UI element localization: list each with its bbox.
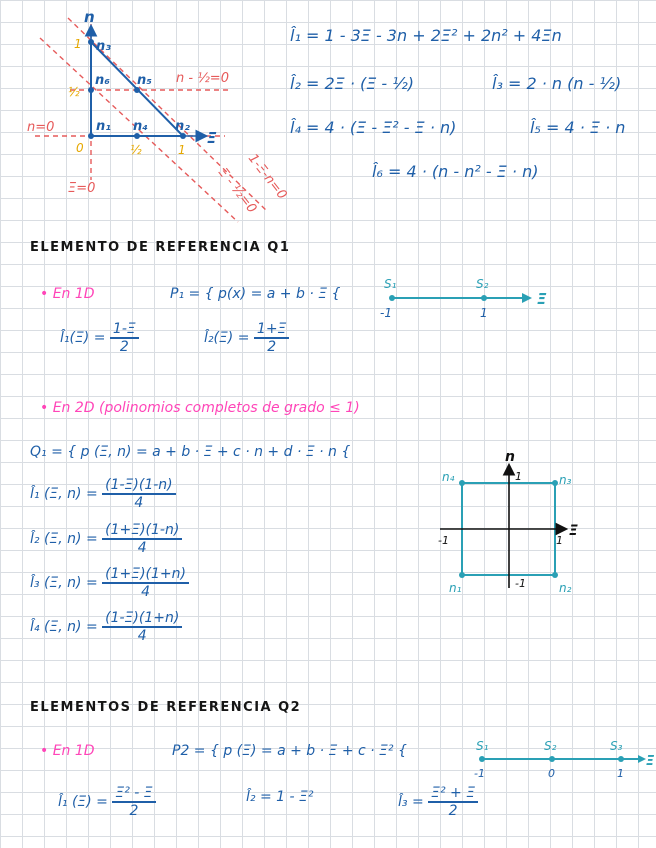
q1-1d-axis-label: Ξ bbox=[537, 290, 547, 308]
line-xi-zero-label: Ξ=0 bbox=[68, 181, 96, 196]
q1-2d-row-den: 4 bbox=[141, 584, 151, 600]
q1-1d-l1-num: 1-Ξ bbox=[110, 322, 139, 339]
q2-l3-den: 2 bbox=[448, 803, 458, 819]
square-axis-eta-label: n bbox=[505, 449, 515, 465]
q1-2d-row-lhs: l̂₁ (Ξ, n) = bbox=[30, 486, 98, 502]
formula-l4: l̂₄ = 4 · (Ξ - Ξ² - Ξ · n) bbox=[290, 118, 457, 137]
q2-axis-label: Ξ bbox=[646, 754, 655, 769]
square-node-n2-label: n₂ bbox=[559, 581, 572, 595]
q1-2d-row-l2 bbox=[30, 523, 182, 555]
square-tick-left: -1 bbox=[438, 534, 449, 547]
q1-1d-arrowhead bbox=[522, 293, 532, 303]
q2-tick-2: 0 bbox=[548, 767, 555, 780]
q1-space: Q₁ = { p (Ξ, n) = a + b · Ξ + c · n + d · Ξ · n { bbox=[30, 444, 351, 460]
square-node-n2-point bbox=[552, 572, 558, 578]
q1-1d-l1-den: 2 bbox=[119, 339, 129, 355]
q1-2d-row-l3 bbox=[30, 567, 189, 599]
q1-1d-line-diagram bbox=[370, 270, 560, 330]
square-axis-xi-label: Ξ bbox=[569, 523, 578, 539]
bullet-1d-q1: • En 1D bbox=[40, 286, 95, 302]
node-n1-point bbox=[88, 133, 94, 139]
p1-space: P₁ = { p(x) = a + b · Ξ { bbox=[170, 286, 341, 302]
node-n6-point bbox=[88, 87, 94, 93]
q2-l3-fraction bbox=[428, 786, 478, 818]
p2-space: P2 = { p (Ξ) = a + b · Ξ + c · Ξ² { bbox=[172, 743, 407, 759]
axis-xi-label: Ξ bbox=[207, 129, 217, 147]
line-eta-half-label: n - ½=0 bbox=[176, 71, 229, 86]
node-n6-label: n₆ bbox=[95, 73, 110, 88]
q2-l1-num: Ξ² - Ξ bbox=[112, 786, 155, 803]
q1-square-diagram bbox=[425, 448, 595, 598]
q2-l3-num: Ξ² + Ξ bbox=[428, 786, 478, 803]
q1-1d-s1-label: S₁ bbox=[384, 277, 397, 291]
q2-s2-label: S₂ bbox=[544, 739, 557, 753]
square-node-n4-point bbox=[459, 480, 465, 486]
line-hyp-label: 1-Ξ-n=0 bbox=[244, 151, 290, 203]
node-n4-label: n₄ bbox=[133, 119, 148, 134]
formula-l1: l̂₁ = 1 - 3Ξ - 3n + 2Ξ² + 2n² + 4Ξn bbox=[290, 26, 562, 45]
axis-eta-label: n bbox=[84, 8, 95, 26]
q1-2d-row-fraction bbox=[102, 611, 182, 643]
square-tick-bottom: -1 bbox=[515, 577, 526, 590]
q2-1d-line-diagram bbox=[466, 735, 656, 781]
q1-1d-l1-lhs: l̂₁(Ξ) = bbox=[60, 330, 106, 346]
line-xi-half-label: Ξ - ½=0 bbox=[214, 165, 260, 217]
square-node-n1-point bbox=[459, 572, 465, 578]
q2-node-s2 bbox=[549, 756, 555, 762]
q1-1d-tick-left: -1 bbox=[380, 306, 392, 320]
q1-2d-row-fraction bbox=[102, 567, 189, 599]
q1-2d-row-den: 4 bbox=[134, 495, 144, 511]
square-node-n4-label: n₄ bbox=[442, 470, 455, 484]
q1-1d-l2-den: 2 bbox=[267, 339, 277, 355]
formula-l2: l̂₂ = 2Ξ · (Ξ - ½) bbox=[290, 74, 415, 93]
tick-y-half: ½ bbox=[68, 85, 80, 99]
section-q1-heading: ELEMENTO DE REFERENCIA Q1 bbox=[30, 240, 291, 255]
tick-x-1: 1 bbox=[178, 143, 186, 157]
square-tick-top: 1 bbox=[515, 470, 522, 483]
q1-2d-row-num: (1-Ξ)(1-n) bbox=[102, 478, 175, 495]
q2-l1 bbox=[58, 786, 156, 818]
node-n3-point bbox=[88, 39, 94, 45]
line-eta-zero-label: n=0 bbox=[27, 120, 55, 135]
q1-2d-row-lhs: l̂₄ (Ξ, n) = bbox=[30, 619, 98, 635]
q1-1d-l2-num: 1+Ξ bbox=[254, 322, 289, 339]
formula-l6: l̂₆ = 4 · (n - n² - Ξ · n) bbox=[372, 162, 539, 181]
q1-1d-node-s2 bbox=[481, 295, 487, 301]
square-node-n1-label: n₁ bbox=[449, 581, 462, 595]
q2-node-s3 bbox=[618, 756, 624, 762]
tick-origin: 0 bbox=[76, 141, 84, 155]
q2-l1-fraction bbox=[112, 786, 155, 818]
q1-2d-row-den: 4 bbox=[137, 540, 147, 556]
q1-2d-row-num: (1-Ξ)(1+n) bbox=[102, 611, 182, 628]
q1-1d-l1-fraction bbox=[110, 322, 139, 354]
q1-1d-s2-label: S₂ bbox=[476, 277, 489, 291]
q1-2d-row-num: (1+Ξ)(1-n) bbox=[102, 523, 182, 540]
q2-l1-den: 2 bbox=[129, 803, 139, 819]
q1-2d-row-den: 4 bbox=[137, 628, 147, 644]
tick-x-half: ½ bbox=[130, 143, 142, 157]
q1-1d-l2-fraction bbox=[254, 322, 289, 354]
triangle-reference-diagram bbox=[0, 0, 290, 235]
q2-s3-label: S₃ bbox=[610, 739, 623, 753]
node-n5-label: n₅ bbox=[137, 73, 152, 88]
formula-l5: l̂₅ = 4 · Ξ · n bbox=[530, 118, 626, 137]
square-tick-right: 1 bbox=[556, 534, 563, 547]
node-n3-label: n₃ bbox=[96, 39, 111, 54]
bullet-1d-q2: • En 1D bbox=[40, 743, 95, 759]
q1-2d-row-lhs: l̂₂ (Ξ, n) = bbox=[30, 531, 98, 547]
q2-l3-lhs: l̂₃ = bbox=[398, 794, 424, 810]
tick-y-1: 1 bbox=[74, 37, 82, 51]
q1-2d-row-l4 bbox=[30, 611, 182, 643]
q1-1d-tick-right: 1 bbox=[480, 306, 488, 320]
q1-1d-l1 bbox=[60, 322, 139, 354]
square-node-n3-point bbox=[552, 480, 558, 486]
q1-2d-row-l1 bbox=[30, 478, 176, 510]
section-q2-heading: ELEMENTOS DE REFERENCIA Q2 bbox=[30, 700, 302, 715]
q2-tick-1: -1 bbox=[474, 767, 485, 780]
q1-1d-l2 bbox=[204, 322, 289, 354]
node-n2-label: n₂ bbox=[175, 119, 190, 134]
q2-l1-lhs: l̂₁ (Ξ) = bbox=[58, 794, 108, 810]
q2-s1-label: S₁ bbox=[476, 739, 489, 753]
node-n1-label: n₁ bbox=[96, 119, 111, 134]
q1-1d-node-s1 bbox=[389, 295, 395, 301]
bullet-2d-q1: • En 2D (polinomios completos de grado ≤ 1) bbox=[40, 400, 360, 416]
q1-1d-l2-lhs: l̂₂(Ξ) = bbox=[204, 330, 250, 346]
q1-2d-row-num: (1+Ξ)(1+n) bbox=[102, 567, 189, 584]
q1-2d-row-fraction bbox=[102, 478, 175, 510]
q2-l2: l̂₂ = 1 - Ξ² bbox=[246, 789, 314, 805]
q1-2d-row-fraction bbox=[102, 523, 182, 555]
q2-arrowhead bbox=[638, 755, 646, 763]
q2-l3 bbox=[398, 786, 478, 818]
q2-tick-3: 1 bbox=[617, 767, 624, 780]
q2-node-s1 bbox=[479, 756, 485, 762]
formula-l3: l̂₃ = 2 · n (n - ½) bbox=[492, 74, 622, 93]
q1-2d-row-lhs: l̂₃ (Ξ, n) = bbox=[30, 575, 98, 591]
square-node-n3-label: n₃ bbox=[559, 473, 572, 487]
